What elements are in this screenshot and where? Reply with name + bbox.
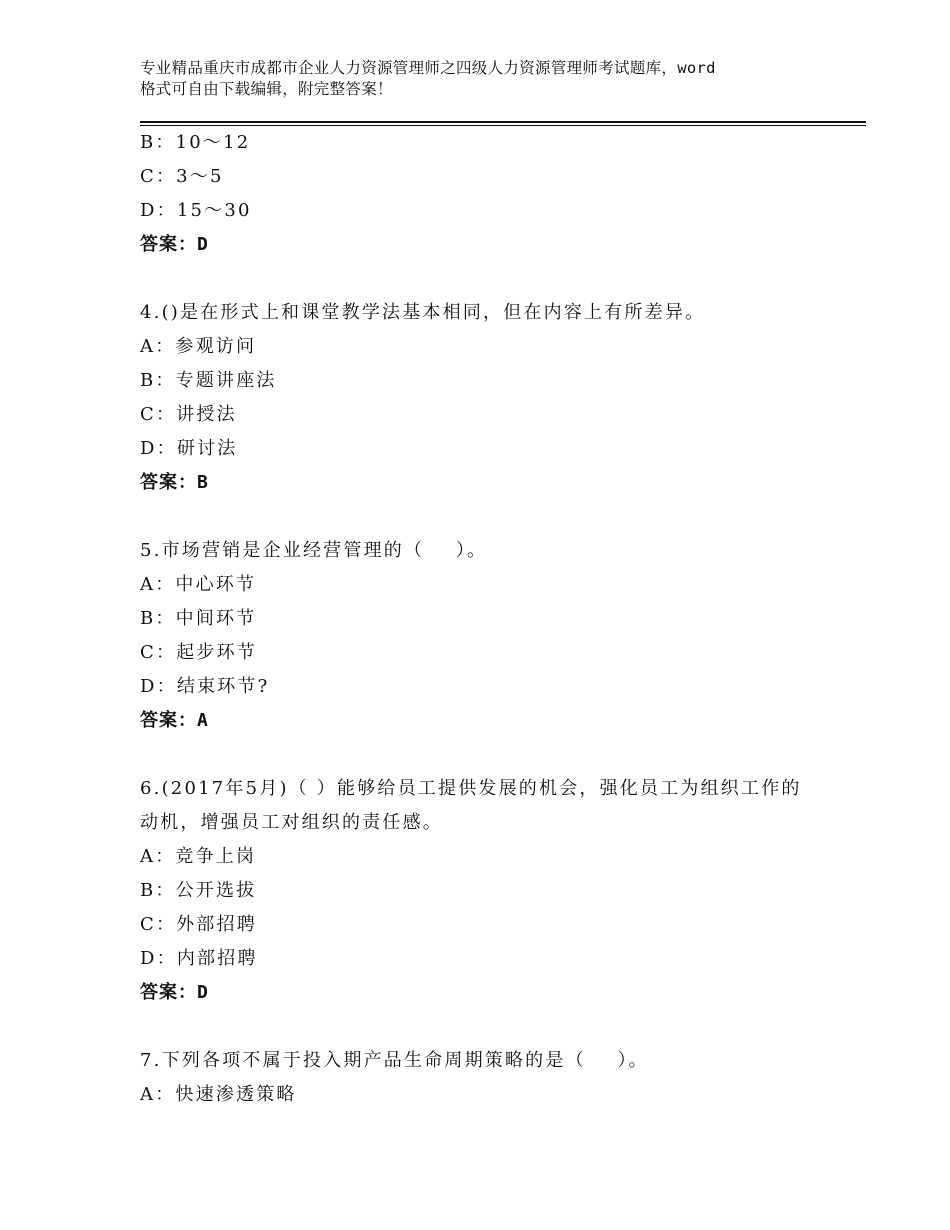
option-a: A：参观访问 [140,336,257,357]
question-list [140,126,840,1112]
question-block-7 [140,1044,840,1112]
header-rule-thick [140,121,866,123]
option-b: B：中间环节 [140,608,257,629]
option-d: D：内部招聘 [140,948,258,969]
document-header [140,58,840,100]
question-stem: 6.(2017年5月)（ ）能够给员工提供发展的机会，强化员工为组织工作的动机，增强员工对组织的责任感。 [140,778,802,833]
question-stem: 4.()是在形式上和课堂教学法基本相同，但在内容上有所差异。 [140,302,706,323]
option-d: D：结束环节? [140,676,270,697]
header-line-1: 专业精品重庆市成都市企业人力资源管理师之四级人力资源管理师考试题库，word [140,59,716,77]
answer-label: 答案：A [140,710,209,731]
option-b: B：10～12 [140,132,251,153]
question-block-3 [140,126,840,262]
option-c: C：外部招聘 [140,914,257,935]
option-c: C：讲授法 [140,404,237,425]
option-a: A：快速渗透策略 [140,1084,297,1105]
question-stem: 5.市场营销是企业经营管理的（ ）。 [140,540,488,561]
option-c: C：起步环节 [140,642,257,663]
answer-label: 答案：B [140,472,209,493]
option-a: A：中心环节 [140,574,257,595]
question-stem: 7.下列各项不属于投入期产品生命周期策略的是（ ）。 [140,1050,649,1071]
option-d: D：研讨法 [140,438,238,459]
question-block-6 [140,772,840,1010]
option-a: A：竞争上岗 [140,846,257,867]
option-b: B：专题讲座法 [140,370,277,391]
answer-label: 答案：D [140,234,209,255]
question-block-4 [140,296,840,500]
option-b: B：公开选拔 [140,880,257,901]
answer-label: 答案：D [140,982,209,1003]
question-block-5 [140,534,840,738]
option-d: D：15～30 [140,200,252,221]
option-c: C：3～5 [140,166,224,187]
header-line-2: 格式可自由下载编辑，附完整答案！ [140,80,393,98]
